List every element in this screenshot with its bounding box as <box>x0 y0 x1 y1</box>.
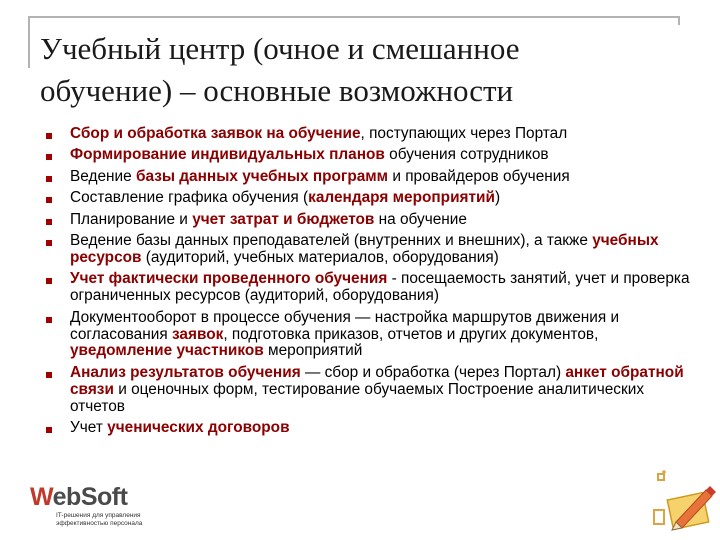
item-text-segment: Составление графика обучения ( <box>70 189 309 207</box>
list-item <box>44 190 694 207</box>
list-item-text <box>70 271 694 305</box>
highlighted-term: учет затрат и бюджетов <box>192 210 375 228</box>
frame-right-line <box>678 16 680 25</box>
item-text-segment: Планирование и <box>70 210 193 228</box>
highlighted-term: Учет фактически проведенного обучения <box>70 270 388 288</box>
list-item-text <box>70 212 694 229</box>
bullet-icon <box>46 240 52 246</box>
bullet-icon <box>46 427 52 433</box>
item-text-segment: Ведение <box>70 167 136 185</box>
bullet-icon <box>46 197 52 203</box>
highlighted-term: Анализ результатов обучения <box>70 363 301 381</box>
item-text-segment: Учет <box>70 419 108 437</box>
list-item <box>44 169 694 186</box>
item-text-segment: Ведение базы данных преподавателей (внутренних и внешних), а также <box>70 232 593 250</box>
item-text-segment: и провайдеров обучения <box>388 167 570 185</box>
list-item <box>44 420 694 437</box>
list-item <box>44 271 694 305</box>
item-text-segment: (аудиторий, учебных материалов, оборудования) <box>141 248 499 266</box>
websoft-logo <box>30 484 180 538</box>
logo-subtitle-line-2: эффективностью персонала <box>56 520 143 527</box>
highlighted-term: Формирование индивидуальных планов <box>70 146 385 164</box>
feature-list <box>44 126 694 437</box>
item-text-segment: - посещаемость занятий, учет и проверка ограниченных ресурсов (аудиторий, оборудования) <box>70 270 690 305</box>
list-item <box>44 365 694 416</box>
highlighted-term: базы данных учебных программ <box>135 167 389 185</box>
logo-letters-rest: ebSoft <box>52 483 128 511</box>
bullet-icon <box>46 133 52 139</box>
pencil-icon <box>650 470 716 536</box>
slide-title-line-1: Учебный центр (очное и смешанное <box>40 31 520 66</box>
list-item-text <box>70 420 694 437</box>
bullet-icon <box>46 219 52 225</box>
highlighted-term: Сбор и обработка заявок на обучение <box>70 125 361 142</box>
highlighted-term: заявок <box>171 325 224 343</box>
list-item <box>44 212 694 229</box>
bullet-icon <box>46 278 52 284</box>
list-item <box>44 147 694 164</box>
item-text-segment: и оценочных форм, тестирование обучаемых Построение аналитических отчетов <box>70 380 645 415</box>
list-item-text <box>70 310 694 361</box>
frame-top-line <box>28 16 680 18</box>
item-text-segment: ) <box>494 189 501 207</box>
frame-left-line <box>28 16 30 68</box>
item-text-segment: , поступающих через Портал <box>360 125 568 142</box>
item-text-segment: на обучение <box>374 210 467 228</box>
highlighted-term: уведомление участников <box>70 342 264 360</box>
list-item-text <box>70 169 694 186</box>
bullet-icon <box>46 176 52 182</box>
bullet-icon <box>46 154 52 160</box>
list-item <box>44 126 694 143</box>
slide-title <box>40 28 700 112</box>
item-text-segment: мероприятий <box>263 342 363 360</box>
item-text-segment: , подготовка приказов, отчетов и других документов, <box>223 325 599 343</box>
slide-title-line-2: обучение) – основные возможности <box>40 73 514 108</box>
list-item-text <box>70 126 694 143</box>
logo-letter-w: W <box>30 483 53 511</box>
item-text-segment: обучения сотрудников <box>384 146 549 164</box>
highlighted-term: календаря мероприятий <box>308 189 495 207</box>
list-item-text <box>70 190 694 207</box>
list-item-text <box>70 147 694 164</box>
highlighted-term: учебных ресурсов <box>70 232 659 266</box>
item-text-segment: — сбор и обработка (через Портал) <box>300 363 566 381</box>
list-item <box>44 233 694 267</box>
list-item <box>44 310 694 361</box>
bullet-icon <box>46 372 52 378</box>
item-text-segment: Документооборот в процессе обучения — настройка маршрутов движения и согласования <box>70 308 620 343</box>
logo-subtitle-line-1: IT-решения для управления <box>56 512 141 519</box>
bullet-icon <box>46 317 52 323</box>
list-item-text <box>70 233 694 267</box>
list-item-text <box>70 365 694 416</box>
highlighted-term: ученических договоров <box>107 419 290 437</box>
highlighted-term: анкет обратной связи <box>70 363 684 398</box>
logo-wordmark <box>30 484 180 510</box>
